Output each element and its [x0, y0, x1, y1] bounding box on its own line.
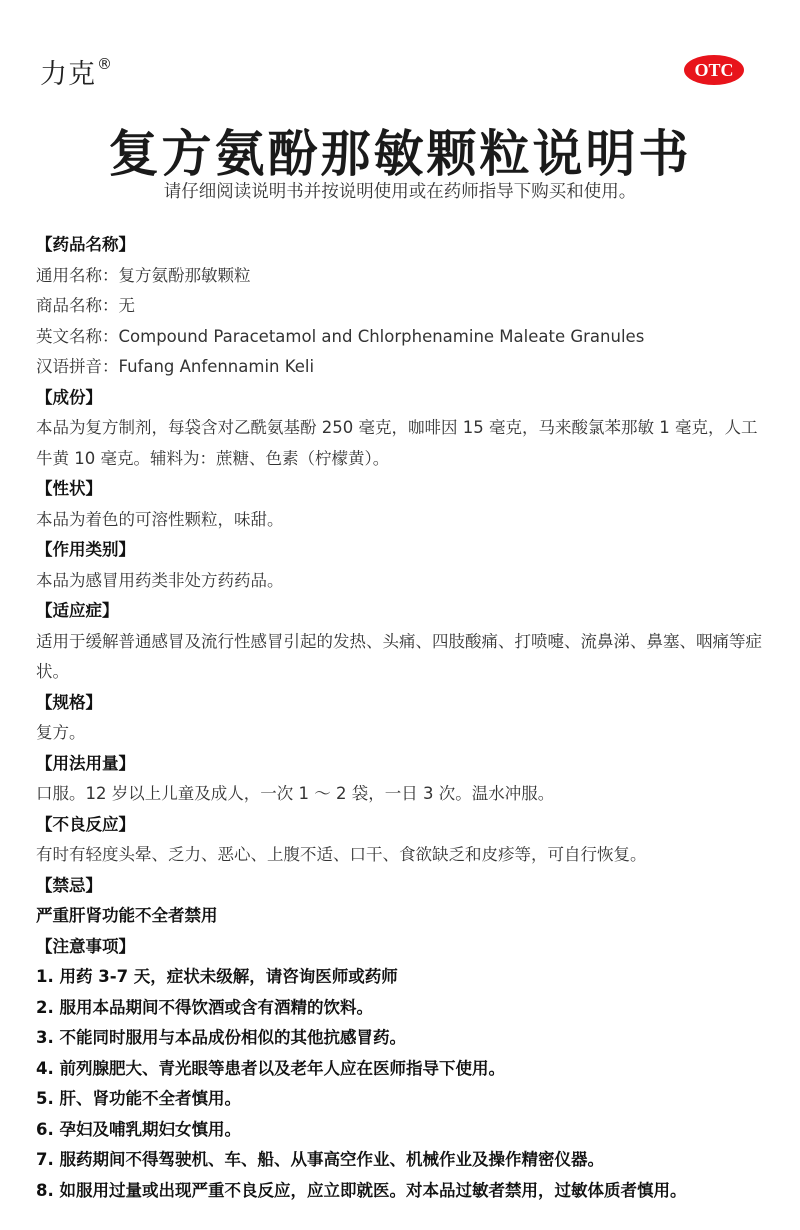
contraindications-text: 严重肝肾功能不全者禁用	[36, 906, 218, 925]
dosage-text: 口服。12 岁以上儿童及成人，一次 1 ～ 2 袋，一日 3 次。温水冲服。	[36, 784, 555, 803]
precaution-item: 2. 服用本品期间不得饮酒或含有酒精的饮料。	[36, 997, 373, 1017]
generic-name: 通用名称：复方氨酚那敏颗粒	[36, 265, 251, 285]
precaution-item: 6. 孕妇及哺乳期妇女慎用。	[36, 1119, 241, 1139]
section-heading-ingredients: 【成份】	[36, 387, 102, 407]
leaflet-body	[36, 230, 766, 1206]
indications-text: 适用于缓解普通感冒及流行性感冒引起的发热、头痛、四肢酸痛、打喷嚏、流鼻涕、鼻塞、咽痛等症状。	[36, 631, 762, 681]
precaution-item: 5. 肝、肾功能不全者慎用。	[36, 1089, 241, 1108]
precaution-item: 1. 用药 3-7 天，症状未级解，请咨询医师或药师	[36, 967, 398, 986]
precaution-item: 8. 如服用过量或出现严重不良反应，应立即就医。对本品过敏者禁用，过敏体质者慎用。	[36, 1180, 687, 1200]
section-heading-category: 【作用类别】	[36, 540, 135, 559]
section-heading-adverse: 【不良反应】	[36, 814, 135, 834]
section-heading-contraindications: 【禁忌】	[36, 875, 102, 895]
properties-text: 本品为着色的可溶性颗粒，味甜。	[36, 509, 284, 529]
section-heading-dosage: 【用法用量】	[36, 753, 135, 773]
category-text: 本品为感冒用药类非处方药药品。	[36, 570, 284, 590]
section-heading-name: 【药品名称】	[36, 235, 135, 254]
document-subtitle: 请仔细阅读说明书并按说明使用或在药师指导下购买和使用。	[163, 182, 637, 202]
brand-name: 力克	[40, 59, 96, 90]
section-heading-spec: 【规格】	[36, 692, 102, 712]
otc-badge: OTC	[684, 55, 744, 85]
section-heading-precautions: 【注意事项】	[36, 936, 135, 956]
spec-text: 复方。	[36, 723, 86, 742]
registered-mark: ®	[97, 55, 113, 73]
precaution-item: 4. 前列腺肥大、青光眼等患者以及老年人应在医师指导下使用。	[36, 1058, 505, 1078]
trade-name: 商品名称：无	[36, 296, 135, 315]
precaution-item: 3. 不能同时服用与本品成份相似的其他抗感冒药。	[36, 1028, 406, 1047]
brand-logo	[40, 52, 113, 91]
section-heading-properties: 【性状】	[36, 479, 102, 498]
precaution-item: 7. 服药期间不得驾驶机、车、船、从事高空作业、机械作业及操作精密仪器。	[36, 1150, 604, 1169]
pinyin-name: 汉语拼音：Fufang Anfennamin Keli	[36, 357, 315, 376]
ingredients-text: 本品为复方制剂，每袋含对乙酰氨基酚 250 毫克，咖啡因 15 毫克，马来酸氯苯那敏 1 毫克，人工牛黄 10 毫克。辅料为：蔗糖、色素（柠檬黄）。	[36, 418, 758, 468]
section-heading-indications: 【适应症】	[36, 601, 119, 620]
english-name: 英文名称：Compound Paracetamol and Chlorphenamine Maleate Granules	[36, 326, 645, 346]
document-title: 复方氨酚那敏颗粒说明书	[108, 125, 692, 183]
adverse-text: 有时有轻度头晕、乏力、恶心、上腹不适、口干、食欲缺乏和皮疹等，可自行恢复。	[36, 845, 647, 864]
